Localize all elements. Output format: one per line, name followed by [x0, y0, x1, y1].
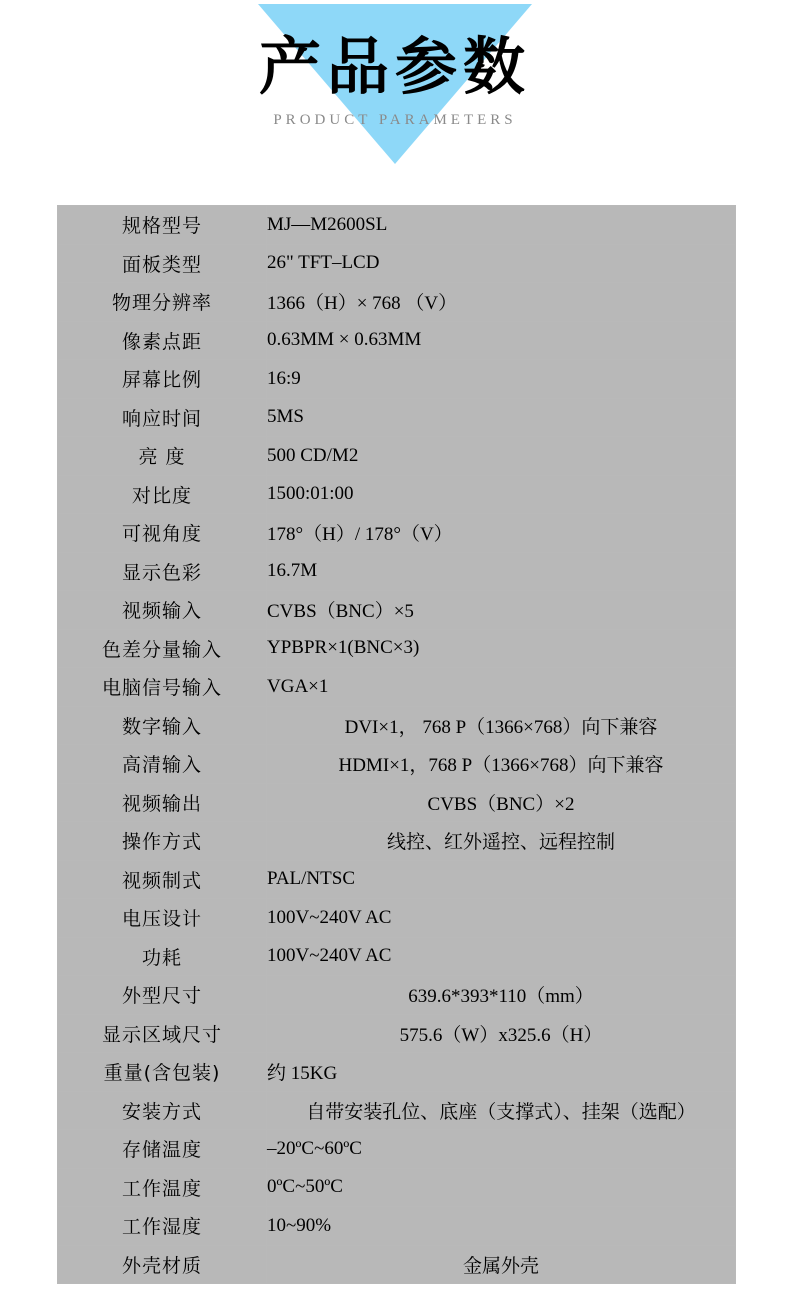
- spec-label: 操作方式: [58, 822, 267, 861]
- table-row: [58, 822, 736, 861]
- table-row: [58, 745, 736, 784]
- table-row: [58, 629, 736, 668]
- spec-value: 100V~240V AC: [267, 937, 736, 976]
- table-row: [58, 1168, 736, 1207]
- spec-value: 1366（H）× 768 （V）: [267, 283, 736, 322]
- spec-label: 对比度: [58, 475, 267, 514]
- spec-label: 可视角度: [58, 514, 267, 553]
- table-row: [58, 206, 736, 245]
- spec-label: 色差分量输入: [58, 629, 267, 668]
- spec-value: CVBS（BNC）×5: [267, 591, 736, 630]
- spec-value: 16:9: [267, 360, 736, 399]
- spec-value: 0ºC~50ºC: [267, 1168, 736, 1207]
- spec-table-container: [57, 205, 733, 1284]
- table-row: [58, 706, 736, 745]
- table-row: [58, 591, 736, 630]
- table-row: [58, 1130, 736, 1169]
- spec-label: 重量(含包装): [58, 1053, 267, 1092]
- table-row: [58, 899, 736, 938]
- spec-label: 显示区域尺寸: [58, 1014, 267, 1053]
- spec-label: 视频输入: [58, 591, 267, 630]
- spec-value: 0.63MM × 0.63MM: [267, 321, 736, 360]
- spec-label: 电压设计: [58, 899, 267, 938]
- table-row: [58, 398, 736, 437]
- page-header: [0, 0, 790, 190]
- spec-label: 像素点距: [58, 321, 267, 360]
- spec-value: DVI×1， 768 P（1366×768）向下兼容: [267, 706, 736, 745]
- spec-label: 视频制式: [58, 860, 267, 899]
- table-row: [58, 860, 736, 899]
- table-row: [58, 1014, 736, 1053]
- spec-value: YPBPR×1(BNC×3): [267, 629, 736, 668]
- spec-value: 100V~240V AC: [267, 899, 736, 938]
- table-row: [58, 244, 736, 283]
- spec-label: 工作温度: [58, 1168, 267, 1207]
- spec-value: 自带安装孔位、底座（支撑式）、挂架（选配）: [267, 1091, 736, 1130]
- spec-value: HDMI×1，768 P（1366×768）向下兼容: [267, 745, 736, 784]
- spec-label: 显示色彩: [58, 552, 267, 591]
- spec-label: 视频输出: [58, 783, 267, 822]
- spec-table-body: [58, 206, 736, 1284]
- table-row: [58, 552, 736, 591]
- table-row: [58, 360, 736, 399]
- page-subtitle: PRODUCT PARAMETERS: [273, 112, 517, 128]
- spec-value: –20ºC~60ºC: [267, 1130, 736, 1169]
- spec-label: 存储温度: [58, 1130, 267, 1169]
- spec-value: 500 CD/M2: [267, 437, 736, 476]
- spec-label: 面板类型: [58, 244, 267, 283]
- spec-label: 响应时间: [58, 398, 267, 437]
- spec-label: 亮 度: [58, 437, 267, 476]
- spec-value: 178°（H）/ 178°（V）: [267, 514, 736, 553]
- table-row: [58, 783, 736, 822]
- spec-value: 16.7M: [267, 552, 736, 591]
- page-title: 产品参数: [258, 30, 531, 103]
- table-row: [58, 976, 736, 1015]
- table-row: [58, 437, 736, 476]
- spec-label: 高清输入: [58, 745, 267, 784]
- spec-value: 约 15KG: [267, 1053, 736, 1092]
- spec-value: CVBS（BNC）×2: [267, 783, 736, 822]
- spec-label: 功耗: [58, 937, 267, 976]
- spec-label: 规格型号: [58, 206, 267, 245]
- table-row: [58, 937, 736, 976]
- spec-value: 线控、红外遥控、远程控制: [267, 822, 736, 861]
- spec-label: 物理分辨率: [58, 283, 267, 322]
- spec-label: 安装方式: [58, 1091, 267, 1130]
- spec-value: 575.6（W）x325.6（H）: [267, 1014, 736, 1053]
- spec-value: 26" TFT–LCD: [267, 244, 736, 283]
- table-row: [58, 475, 736, 514]
- table-row: [58, 668, 736, 707]
- spec-label: 外壳材质: [58, 1245, 267, 1284]
- table-row: [58, 283, 736, 322]
- table-row: [58, 1245, 736, 1284]
- spec-value: 金属外壳: [267, 1245, 736, 1284]
- spec-table: [57, 205, 736, 1284]
- spec-label: 屏幕比例: [58, 360, 267, 399]
- table-row: [58, 514, 736, 553]
- spec-value: 1500:01:00: [267, 475, 736, 514]
- spec-label: 电脑信号输入: [58, 668, 267, 707]
- spec-label: 工作湿度: [58, 1207, 267, 1246]
- spec-value: 639.6*393*110（mm）: [267, 976, 736, 1015]
- spec-label: 外型尺寸: [58, 976, 267, 1015]
- spec-value: 5MS: [267, 398, 736, 437]
- spec-label: 数字输入: [58, 706, 267, 745]
- spec-value: VGA×1: [267, 668, 736, 707]
- table-row: [58, 1053, 736, 1092]
- table-row: [58, 1091, 736, 1130]
- spec-value: MJ—M2600SL: [267, 206, 736, 245]
- table-row: [58, 321, 736, 360]
- spec-value: 10~90%: [267, 1207, 736, 1246]
- table-row: [58, 1207, 736, 1246]
- spec-value: PAL/NTSC: [267, 860, 736, 899]
